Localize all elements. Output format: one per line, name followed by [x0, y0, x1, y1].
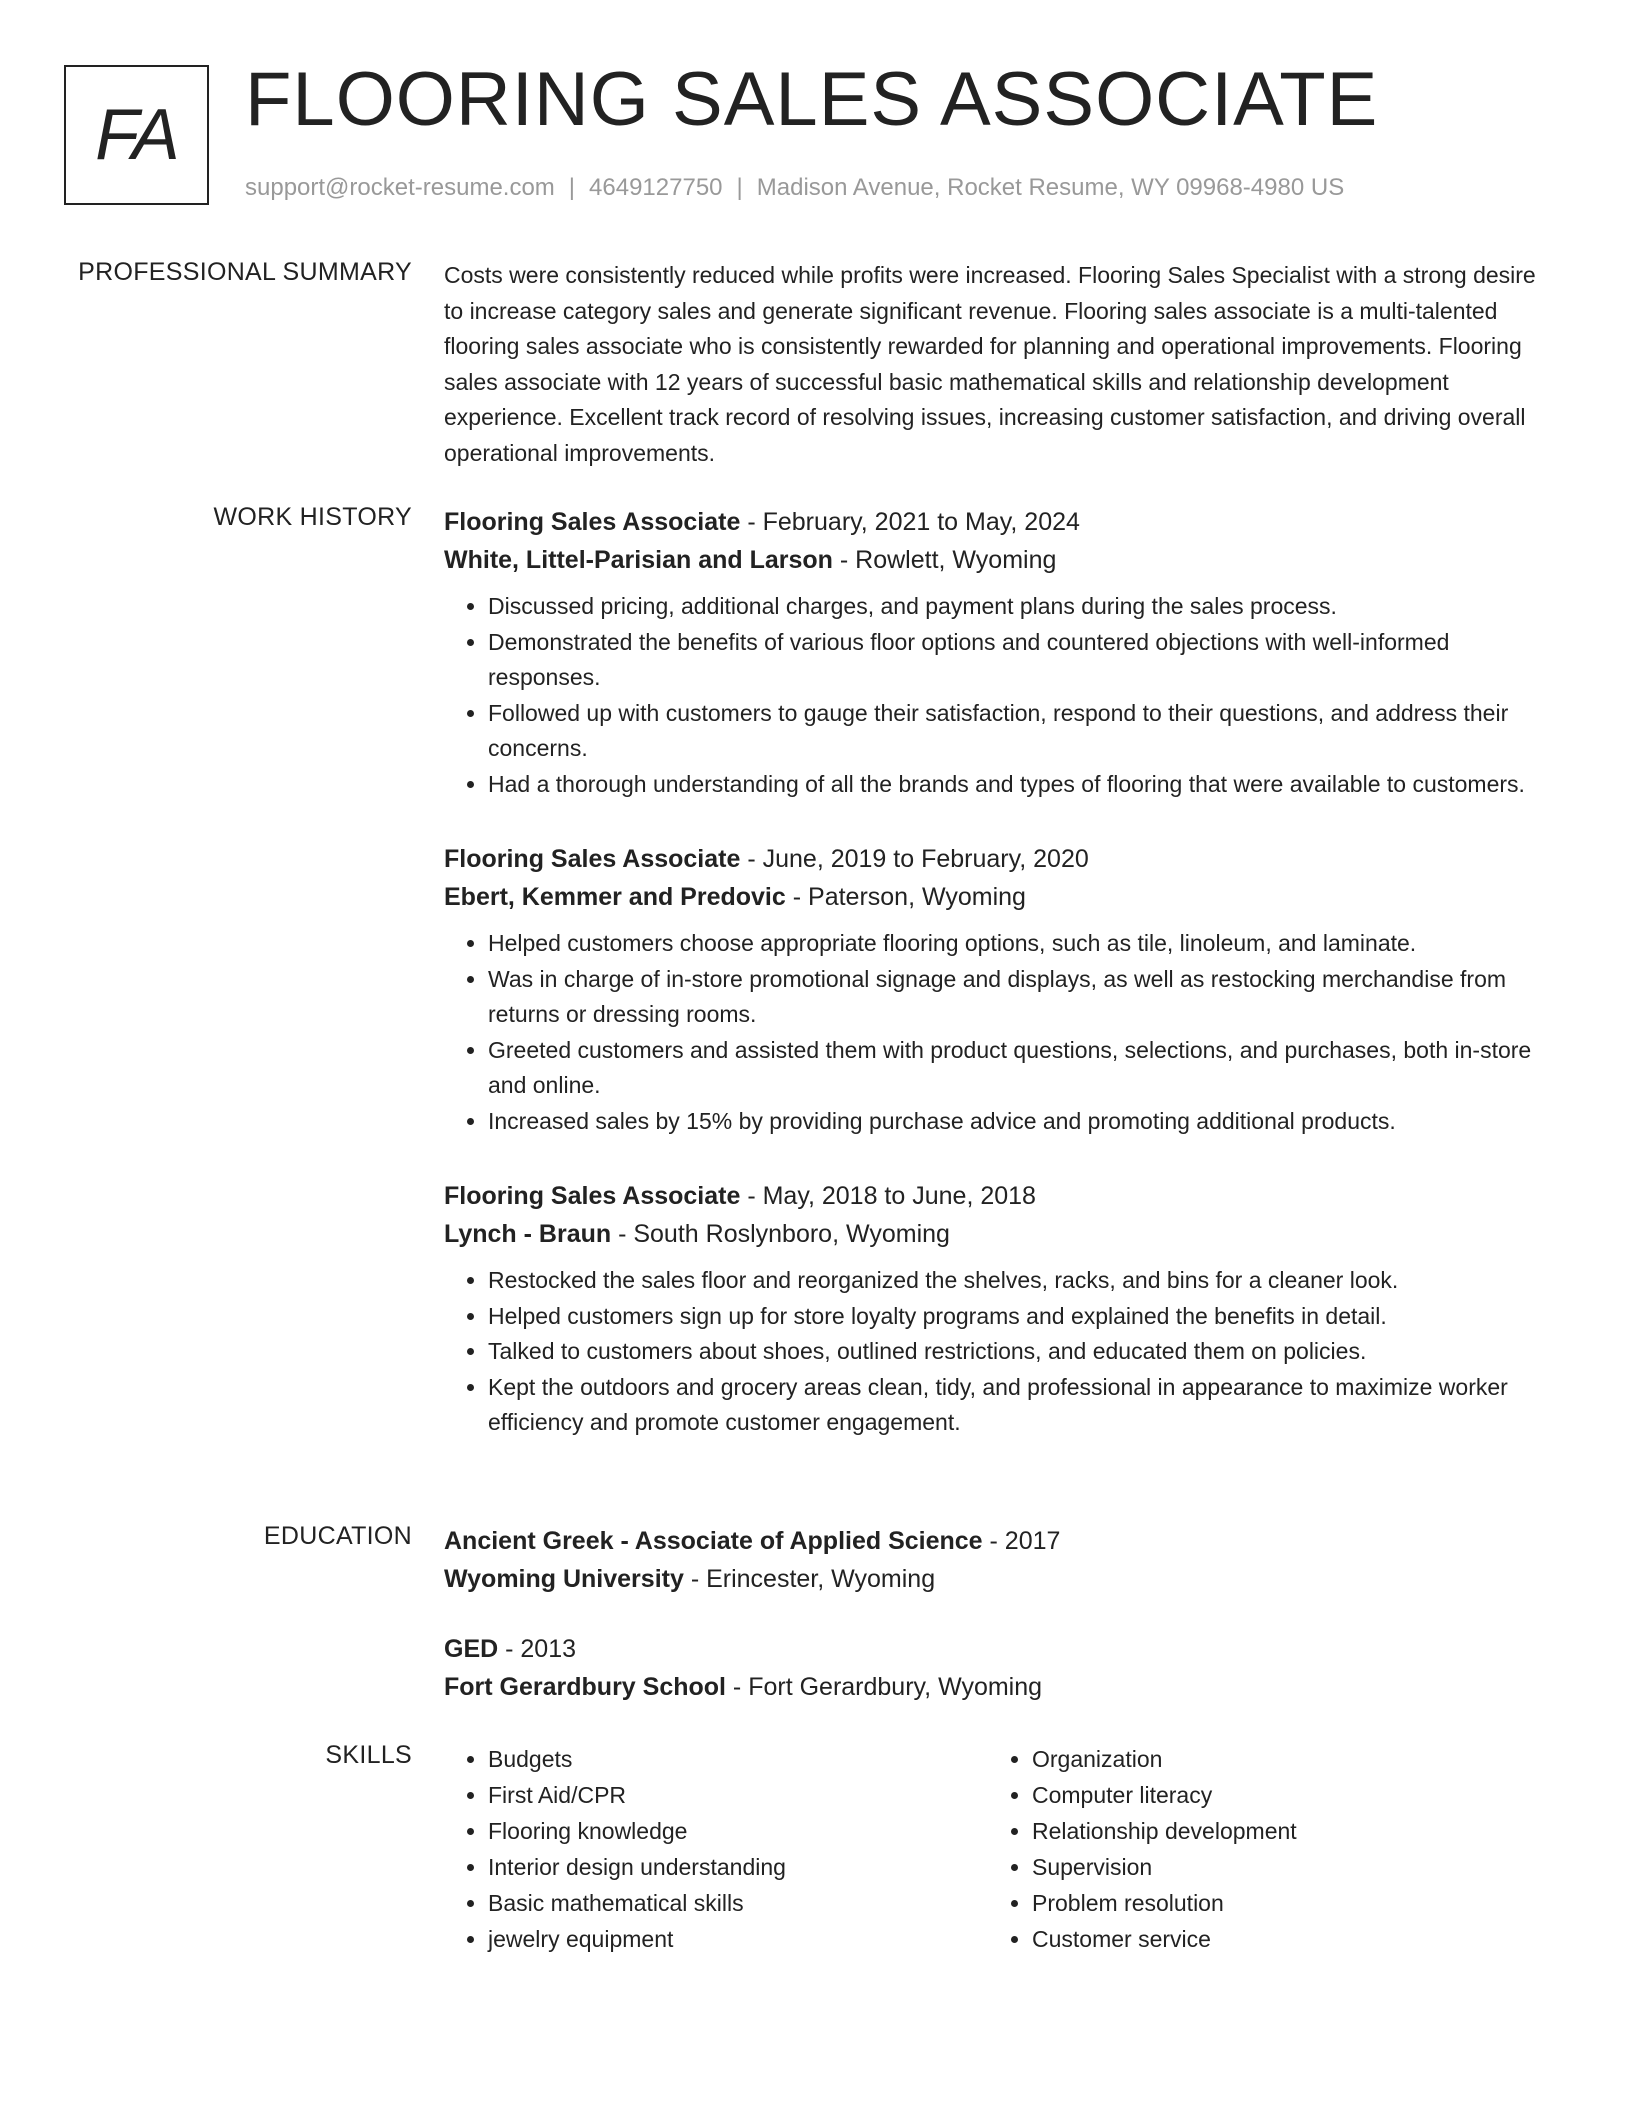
education-entry	[444, 1630, 1554, 1706]
job-company-line	[444, 1215, 1554, 1253]
job-location: - Rowlett, Wyoming	[832, 546, 1057, 574]
monogram-logo: FA	[64, 65, 209, 205]
list-item: • Organization	[1032, 1741, 1532, 1777]
degree-line	[444, 1630, 1554, 1668]
list-item: • Greeted customers and assisted them with product questions, selections, and purchases, both in-store and online.	[488, 1033, 1554, 1104]
contact-address: Madison Avenue, Rocket Resume, WY 09968-4980 US	[756, 174, 1345, 201]
section-heading: EDUCATION	[263, 1522, 412, 1550]
school-location: - Erincester, Wyoming	[683, 1565, 936, 1593]
list-item: • Budgets	[488, 1741, 988, 1777]
job-company: Ebert, Kemmer and Predovic	[444, 883, 786, 911]
contact-separator: |	[736, 174, 743, 201]
school-line	[444, 1668, 1554, 1706]
job-title: Flooring Sales Associate	[444, 508, 741, 536]
list-item: • Interior design understanding	[488, 1849, 988, 1885]
job-title-line	[444, 503, 1554, 541]
section-body	[444, 1522, 1554, 1738]
list-item: • Supervision	[1032, 1849, 1532, 1885]
list-item: • Demonstrated the benefits of various floor options and countered objections with well-informed responses.	[488, 625, 1554, 696]
list-item: • Problem resolution	[1032, 1885, 1532, 1921]
job-company-line	[444, 878, 1554, 916]
degree-year: - 2013	[498, 1635, 577, 1663]
job-entry	[444, 1177, 1554, 1441]
contact-email: support@rocket-resume.com	[245, 174, 555, 201]
contact-line	[245, 174, 1344, 202]
job-dates: - February, 2021 to May, 2024	[740, 508, 1080, 536]
list-item: • Helped customers sign up for store loyalty programs and explained the benefits in detail.	[488, 1299, 1554, 1335]
list-item: • Followed up with customers to gauge their satisfaction, respond to their questions, and address their concerns.	[488, 696, 1554, 767]
contact-phone: 4649127750	[589, 174, 723, 201]
school-location: - Fort Gerardbury, Wyoming	[725, 1673, 1043, 1701]
list-item: • Basic mathematical skills	[488, 1885, 988, 1921]
summary-text: Costs were consistently reduced while profits were increased. Flooring Sales Specialist with a strong desire to increase category sales and generate significant revenue. Flooring sales associate is a multi-talented flooring sales associate who is consistently rewarded for planning and operational improvements. Flooring sales associate with 12 years of successful basic mathematical skills and relationship development experience. Excellent track record of resolving issues, increasing customer satisfaction, and driving overall operational improvements.	[444, 262, 1536, 466]
list-item: • Helped customers choose appropriate flooring options, such as tile, linoleum, and laminate.	[488, 926, 1554, 962]
job-dates: - May, 2018 to June, 2018	[740, 1182, 1036, 1210]
job-location: - Paterson, Wyoming	[785, 883, 1026, 911]
degree-line	[444, 1522, 1554, 1560]
list-item: • First Aid/CPR	[488, 1777, 988, 1813]
list-item: • Relationship development	[1032, 1813, 1532, 1849]
job-dates: - June, 2019 to February, 2020	[740, 845, 1089, 873]
degree-year: - 2017	[982, 1527, 1061, 1555]
page-title: FLOORING SALES ASSOCIATE	[245, 57, 1379, 142]
section-body	[444, 503, 1554, 1479]
skills-grid	[444, 1741, 1554, 1957]
job-title-line	[444, 1177, 1554, 1215]
job-company-line	[444, 541, 1554, 579]
degree: Ancient Greek - Associate of Applied Science	[444, 1527, 983, 1555]
section-heading: PROFESSIONAL SUMMARY	[78, 258, 412, 286]
skills-column-right	[988, 1741, 1532, 1957]
list-item: • Restocked the sales floor and reorganized the shelves, racks, and bins for a cleaner look.	[488, 1263, 1554, 1299]
section-heading: WORK HISTORY	[213, 503, 412, 531]
list-item: • Flooring knowledge	[488, 1813, 988, 1849]
list-item: • jewelry equipment	[488, 1921, 988, 1957]
education-entry	[444, 1522, 1554, 1598]
school-line	[444, 1560, 1554, 1598]
school: Fort Gerardbury School	[444, 1673, 726, 1701]
contact-separator: |	[568, 174, 576, 201]
section-body	[444, 258, 1554, 471]
skills-column-left	[444, 1741, 988, 1957]
job-bullets	[444, 1263, 1554, 1441]
job-bullets	[444, 926, 1554, 1139]
list-item: • Had a thorough understanding of all the brands and types of flooring that were available to customers.	[488, 767, 1554, 803]
job-location: - South Roslynboro, Wyoming	[611, 1220, 950, 1248]
list-item: • Was in charge of in-store promotional signage and displays, as well as restocking merchandise from returns or dressing rooms.	[488, 962, 1554, 1033]
job-entry	[444, 503, 1554, 802]
list-item: • Discussed pricing, additional charges, and payment plans during the sales process.	[488, 589, 1554, 625]
list-item: • Computer literacy	[1032, 1777, 1532, 1813]
school: Wyoming University	[444, 1565, 684, 1593]
job-title: Flooring Sales Associate	[444, 1182, 741, 1210]
list-item: • Kept the outdoors and grocery areas clean, tidy, and professional in appearance to maximize worker efficiency and promote customer engagement.	[488, 1370, 1554, 1441]
job-company: Lynch - Braun	[444, 1220, 612, 1248]
section-body	[444, 1741, 1554, 1957]
degree: GED	[444, 1635, 499, 1663]
job-entry	[444, 840, 1554, 1139]
job-bullets	[444, 589, 1554, 802]
section-heading: SKILLS	[325, 1741, 412, 1769]
job-title: Flooring Sales Associate	[444, 845, 741, 873]
list-item: • Talked to customers about shoes, outlined restrictions, and educated them on policies.	[488, 1334, 1554, 1370]
job-title-line	[444, 840, 1554, 878]
job-company: White, Littel-Parisian and Larson	[444, 546, 833, 574]
list-item: • Customer service	[1032, 1921, 1532, 1957]
list-item: • Increased sales by 15% by providing purchase advice and promoting additional products.	[488, 1104, 1554, 1140]
